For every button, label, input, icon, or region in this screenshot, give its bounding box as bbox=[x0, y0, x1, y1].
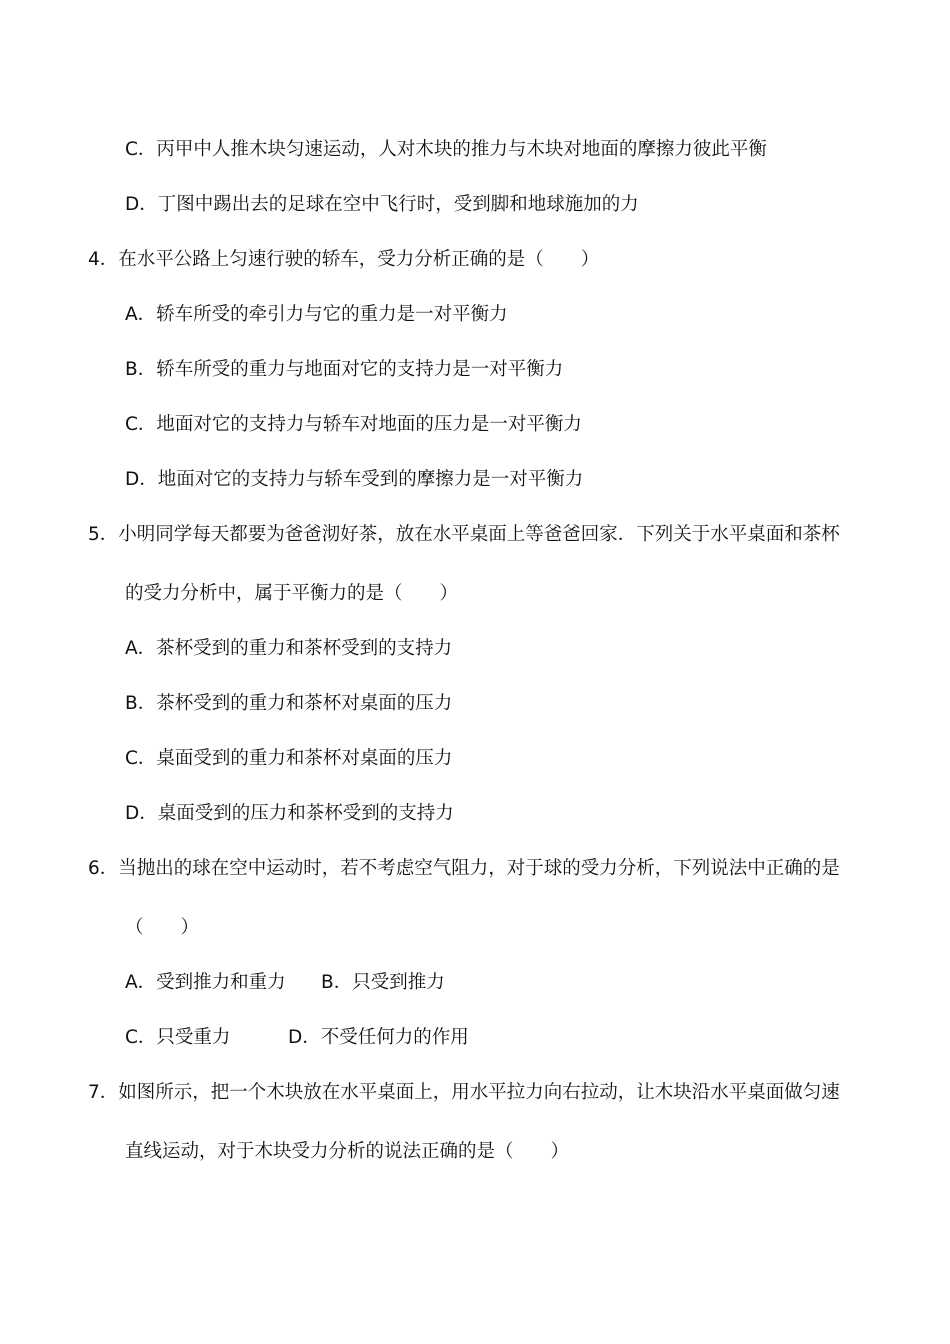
q5-option-c: C．桌面受到的重力和茶杯对桌面的压力 bbox=[125, 748, 453, 769]
q5-option-b: B．茶杯受到的重力和茶杯对桌面的压力 bbox=[125, 693, 453, 714]
q3-option-c: C．丙甲中人推木块匀速运动，人对木块的推力与木块对地面的摩擦力彼此平衡 bbox=[125, 139, 767, 160]
q4-option-d: D．地面对它的支持力与轿车受到的摩擦力是一对平衡力 bbox=[125, 469, 584, 490]
q4-stem: 4．在水平公路上匀速行驶的轿车，受力分析正确的是（ ） bbox=[88, 249, 600, 270]
q5-stem-line1: 5．小明同学每天都要为爸爸沏好茶，放在水平桌面上等爸爸回家．下列关于水平桌面和茶杯 bbox=[88, 524, 840, 545]
q6-stem-line2: （ ） bbox=[125, 917, 200, 938]
q4-option-c: C．地面对它的支持力与轿车对地面的压力是一对平衡力 bbox=[125, 414, 582, 435]
q4-option-b: B．轿车所受的重力与地面对它的支持力是一对平衡力 bbox=[125, 359, 564, 380]
q6-stem-line1: 6．当抛出的球在空中运动时，若不考虑空气阻力，对于球的受力分析，下列说法中正确的是 bbox=[88, 858, 840, 879]
q4-option-a: A．轿车所受的牵引力与它的重力是一对平衡力 bbox=[125, 304, 508, 325]
q6-options-row1 bbox=[125, 970, 445, 996]
q5-option-d: D．桌面受到的压力和茶杯受到的支持力 bbox=[125, 803, 454, 824]
q6-option-a: A．受到推力和重力 bbox=[125, 972, 286, 993]
q6-option-d: D．不受任何力的作用 bbox=[288, 1027, 469, 1048]
q3-option-d: D．丁图中踢出去的足球在空中飞行时，受到脚和地球施加的力 bbox=[125, 194, 639, 215]
q6-option-c: C．只受重力 bbox=[125, 1027, 231, 1048]
q6-options-row2 bbox=[125, 1025, 469, 1051]
q5-option-a: A．茶杯受到的重力和茶杯受到的支持力 bbox=[125, 638, 453, 659]
q7-stem-line2: 直线运动，对于木块受力分析的说法正确的是（ ） bbox=[125, 1141, 570, 1162]
q6-option-b: B．只受到推力 bbox=[321, 972, 445, 993]
q7-stem-line1: 7．如图所示，把一个木块放在水平桌面上，用水平拉力向右拉动，让木块沿水平桌面做匀速 bbox=[88, 1082, 840, 1103]
q5-stem-line2: 的受力分析中，属于平衡力的是（ ） bbox=[125, 583, 459, 604]
